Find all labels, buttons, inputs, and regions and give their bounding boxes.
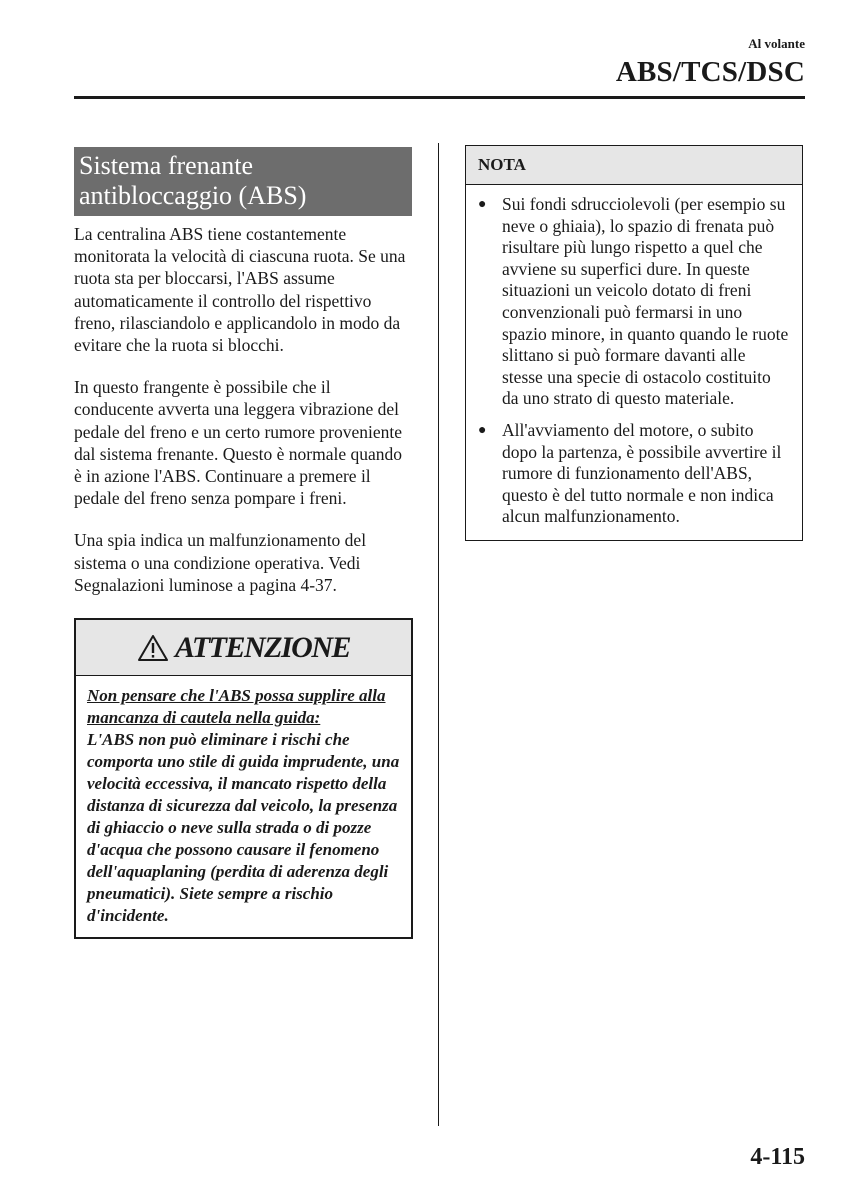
warning-text: L'ABS non può eliminare i rischi che comporta uno stile di guida imprudente, una velocità eccessiva, il mancato rispetto della distanza di sicurezza dal veicolo, la presenza di ghiaccio o neve sulla strada o di pozze d'acqua che possono causare il fenomeno dell'aquaplaning (perdita di aderenza degli pneumatici). Siete sempre a rischio d'incidente. — [87, 730, 400, 926]
bullet-icon: ● — [478, 422, 487, 438]
bullet-icon: ● — [478, 197, 487, 212]
paragraph-warning-light: Una spia indica un malfunzionamento del sistema o una condizione operativa. Vedi Segnalazioni luminose a pagina 4-37. — [74, 530, 367, 595]
paragraph-abs-description: La centralina ABS tiene costantemente monitorata la velocità di ciascuna ruota. Se una ruota sta per bloccarsi, l'ABS assume automaticamente il controllo del rispettivo freno, rilasciandolo e applicandolo in modo da evitare che la ruota si blocchi. — [74, 224, 406, 356]
section-title: ABS/TCS/DSC — [615, 56, 805, 88]
warning-body — [76, 676, 411, 937]
abs-heading: Sistema frenante antibloccaggio (ABS) — [74, 147, 412, 216]
warning-title: ATTENZIONE — [174, 630, 351, 664]
warning-header — [76, 620, 411, 676]
column-divider — [438, 143, 439, 1126]
note-list — [466, 185, 802, 540]
header-rule — [74, 96, 805, 99]
warning-triangle-icon — [137, 634, 169, 662]
warning-box — [74, 618, 413, 939]
note-item — [478, 194, 790, 410]
note-title: NOTA — [466, 146, 802, 185]
note-item-text: All'avviamento del motore, o subito dopo la partenza, è possibile avvertire il rumore di funzionamento dell'ABS, questo è del tutto normale e non indica alcun malfunzionamento. — [502, 419, 782, 527]
paragraph-pedal-vibration: In questo frangente è possibile che il conducente avverta una leggera vibrazione del pedale del freno e un certo rumore proveniente dal sistema frenante. Questo è normale quando è in azione l'ABS. Continuare a premere il pedale del freno senza pompare i freni. — [74, 377, 403, 509]
chapter-label: Al volante — [748, 36, 805, 51]
note-box — [465, 145, 803, 541]
left-column — [74, 147, 414, 939]
warning-lead: Non pensare che l'ABS possa supplire alla mancanza di cautela nella guida: — [87, 686, 386, 728]
note-item-text: Sui fondi sdrucciolevoli (per esempio su neve o ghiaia), lo spazio di frenata può risultare più lungo rispetto a quel che avviene su superfici dure. In queste situazioni un veicolo dotato di freni convenzionali può fermarsi in uno spazio minore, in quanto quando le ruote slittano si può formare davanti alle stesse una specie di ostacolo costituito da uno strato di questo materiale. — [502, 194, 789, 409]
page-number: 4-115 — [750, 1144, 805, 1170]
body-text — [74, 223, 414, 596]
note-item — [478, 420, 790, 528]
